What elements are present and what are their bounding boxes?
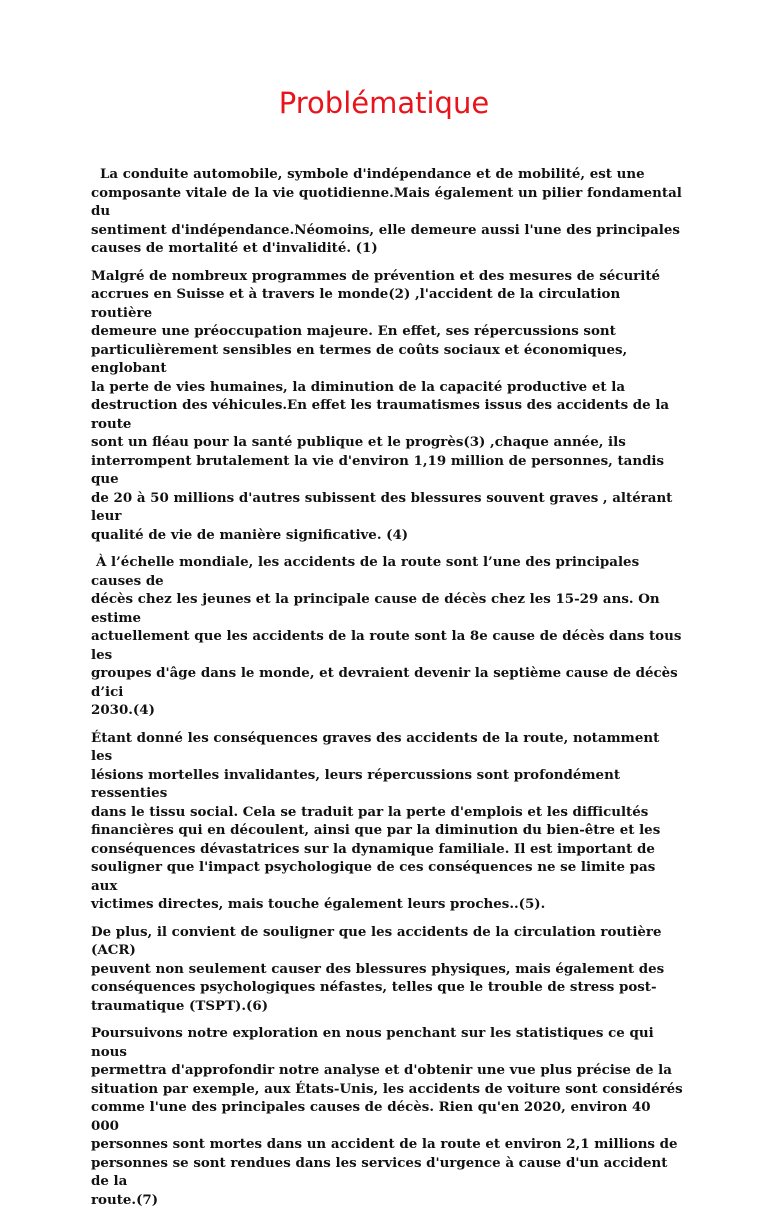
paragraph-psychological: De plus, il convient de souligner que les accidents de la circulation routière (ACR) peuvent non seulement causer des blessures physiques, mais également des conséquences psychologiques néfastes, telles que le trouble de stress post- traumatique (TSPT).(6) xyxy=(91,923,665,1014)
paragraph-global-scale: À l’échelle mondiale, les accidents de la route sont l’une des principales causes de décès chez les jeunes et la principale cause de décès chez les 15-29 ans. On estime actuellement que les accidents de la route sont la 8e cause de décès dans tous les groupes d'âge dans le monde, et devraient devenir la septième cause de décès d’ici 2030.(4) xyxy=(91,554,682,718)
document-body xyxy=(91,165,683,1218)
page-title: Problématique xyxy=(278,86,490,120)
paragraph-consequences: Étant donné les conséquences graves des accidents de la route, notamment les lésions mortelles invalidantes, leurs répercussions sont profondément ressenties dans le tissu social. Cela se traduit par la perte d'emplois et les difficultés financières qui en découlent, ainsi que par la diminution du bien-être et les conséquences dévastatrices sur la dynamique familiale. Il est important de souligner que l'impact psychologique de ces conséquences ne se limite pas aux victimes directes, mais touche également leurs proches..(5). xyxy=(91,729,661,912)
paragraph-intro: La conduite automobile, symbole d'indépendance et de mobilité, est une composante vitale de la vie quotidienne.Mais également un pilier fondamental du sentiment d'indépendance.Néomoins, elle demeure aussi l'une des principales causes de mortalité et d'invalidité. (1) xyxy=(91,166,682,256)
paragraph-prevention: Malgré de nombreux programmes de prévention et des mesures de sécurité accrues en Suisse et à travers le monde(2) ,l'accident de la circulation routière demeure une préoccupation majeure. En effet, ses répercussions sont particulièrement sensibles en termes de coûts sociaux et économiques, englobant la perte de vies humaines, la diminution de la capacité productive et la destruction des véhicules.En effet les traumatismes issus des accidents de la route sont un fléau pour la santé publique et le progrès(3) ,chaque année, ils interrompent brutalement la vie d'environ 1,19 million de personnes, tandis que de 20 à 50 millions d'autres subissent des blessures souvent graves , altérant leur qualité de vie de manière significative. (4) xyxy=(91,267,673,543)
paragraph-statistics: Poursuivons notre exploration en nous penchant sur les statistiques ce qui nous permettra d'approfondir notre analyse et d'obtenir une vue plus précise de la situation par exemple, aux États-Unis, les accidents de voiture sont considérés comme l'une des principales causes de décès. Rien qu'en 2020, environ 40 000 personnes sont mortes dans un accident de la route et environ 2,1 millions de personnes se sont rendues dans les services d'urgence à cause d'un accident de la route.(7) xyxy=(91,1025,683,1208)
